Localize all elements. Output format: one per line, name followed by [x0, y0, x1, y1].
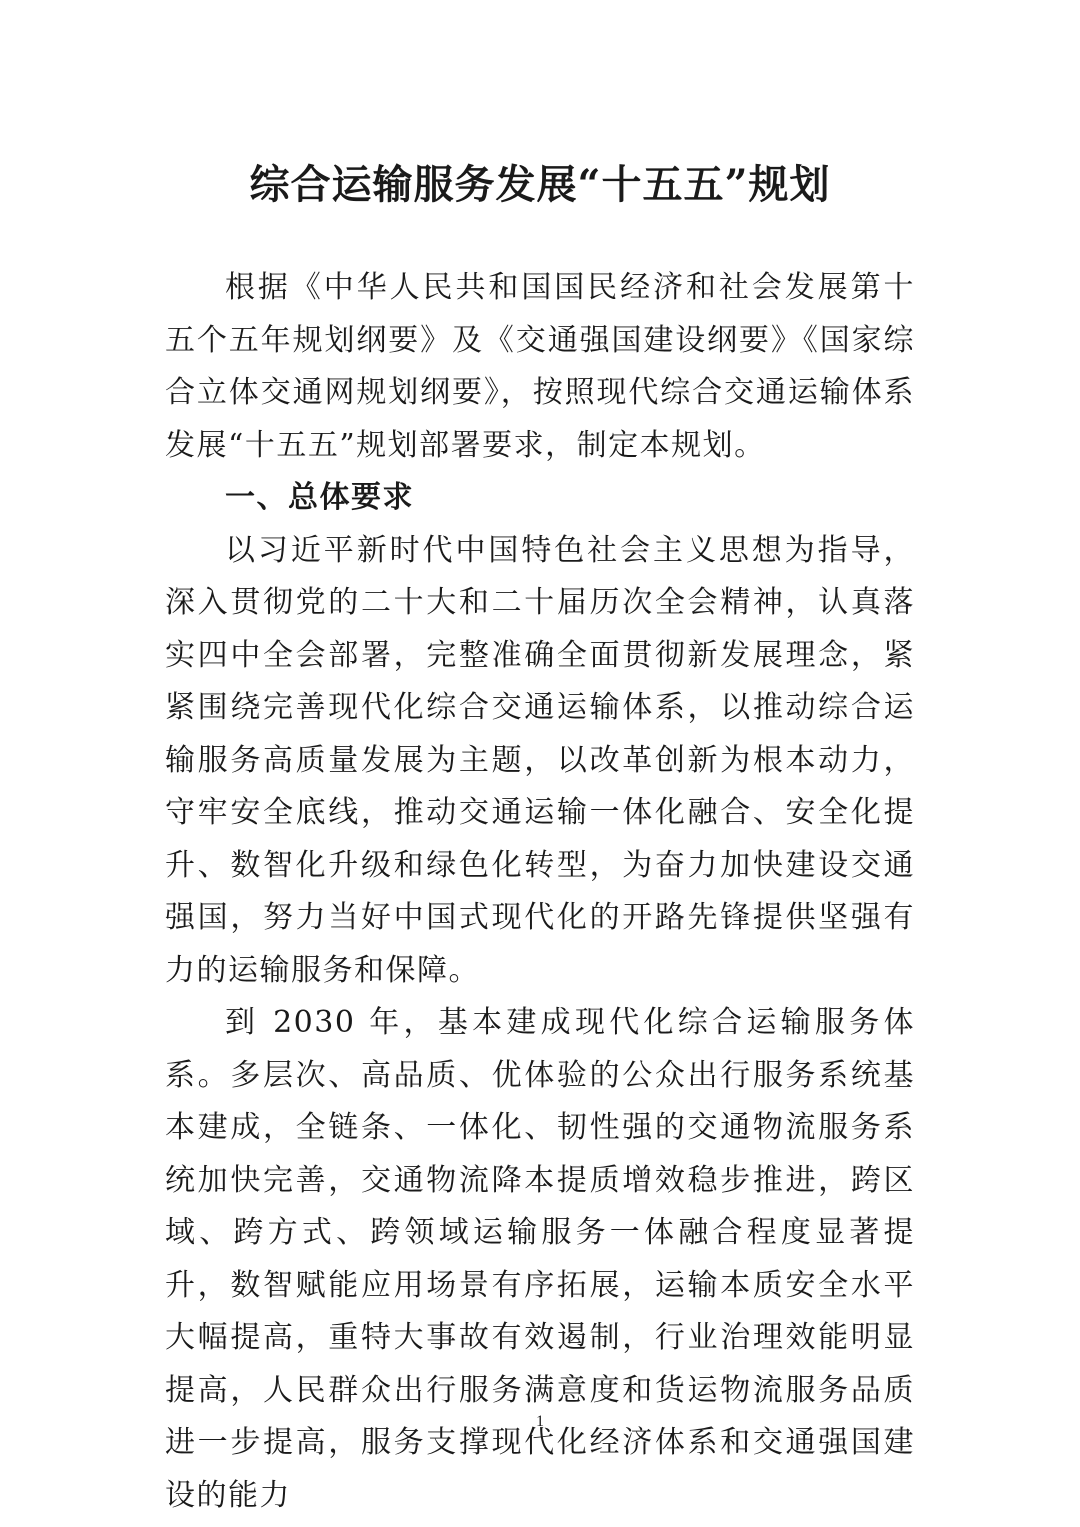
document-body [165, 262, 915, 1522]
goals-2030-paragraph: 到 2030 年，基本建成现代化综合运输服务体系。多层次、高品质、优体验的公众出行服务系统基本建成，全链条、一体化、韧性强的交通物流服务系统加快完善，交通物流降本提质增效稳步推进，跨区域、跨方式、跨领域运输服务一体融合程度显著提升，数智赋能应用场景有序拓展，运输本质安全水平大幅提高，重特大事故有效遏制，行业治理效能明显提高，人民群众出行服务满意度和货运物流服务品质进一步提高，服务支撑现代化经济体系和交通强国建设的能力 [165, 1005, 915, 1513]
section-heading: 一、总体要求 [225, 480, 414, 515]
guiding-ideology-paragraph: 以习近平新时代中国特色社会主义思想为指导，深入贯彻党的二十大和二十届历次全会精神，认真落实四中全会部署，完整准确全面贯彻新发展理念，紧紧围绕完善现代化综合交通运输体系，以推动综合运输服务高质量发展为主题，以改革创新为根本动力，守牢安全底线，推动交通运输一体化融合、安全化提升、数智化升级和绿色化转型，为奋力加快建设交通强国，努力当好中国式现代化的开路先锋提供坚强有力的运输服务和保障。 [165, 532, 915, 988]
intro-paragraph: 根据《中华人民共和国国民经济和社会发展第十五个五年规划纲要》及《交通强国建设纲要》《国家综合立体交通网规划纲要》，按照现代综合交通运输体系发展“十五五”规划部署要求，制定本规划。 [165, 270, 915, 463]
page-number: 1 [536, 1413, 544, 1430]
document-title: 综合运输服务发展“十五五”规划 [249, 160, 831, 208]
